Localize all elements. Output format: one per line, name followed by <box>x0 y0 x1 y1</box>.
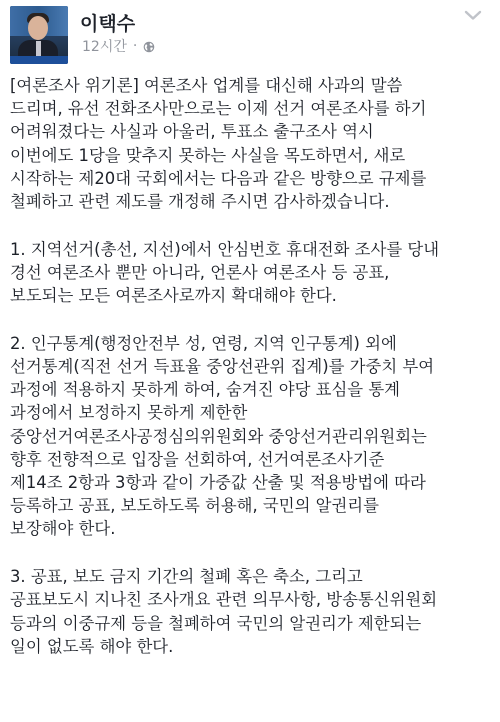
post-text-line: 일이 없도록 해야 한다. <box>10 636 174 656</box>
post-text-line: 과정에서 보정하지 못하게 제한한 <box>10 403 248 423</box>
avatar-face <box>28 16 48 40</box>
post-text-line: 과정에 적용하지 못하게 하여, 숨겨진 야당 표심을 통계 <box>10 380 401 400</box>
author-name[interactable]: 이택수 <box>80 13 136 35</box>
globe-icon[interactable] <box>143 41 155 53</box>
post-text-line: [여론조사 위기론] 여론조사 업계를 대신해 사과의 말씀 <box>10 76 403 95</box>
avatar-caption-bar <box>10 56 68 64</box>
post-text-line: 향후 전향적으로 입장을 선회하여, 선거여론조사기준 <box>10 449 385 469</box>
paragraph-gap <box>10 213 494 238</box>
paragraph-gap <box>10 541 494 566</box>
post-text-line: 보장해야 한다. <box>10 519 116 539</box>
post-text-line: 등록하고 공표, 보도하도록 허용해, 국민의 알권리를 <box>10 496 379 516</box>
chevron-down-icon[interactable] <box>462 8 484 22</box>
paragraph-item-2 <box>10 332 494 541</box>
paragraph-gap <box>10 307 494 332</box>
paragraph-item-1 <box>10 238 494 308</box>
post-text-line: 3. 공표, 보도 금지 기간의 철폐 혹은 축소, 그리고 <box>10 567 363 587</box>
post-text-line: 시작하는 제20대 국회에서는 다음과 같은 방향으로 규제를 <box>10 168 427 188</box>
post-timestamp[interactable]: 12시간 <box>82 39 127 55</box>
post-text-line: 등과의 이중규제 등을 철폐하여 국민의 알권리가 제한되는 <box>10 613 422 633</box>
post-text-line: 2. 인구통계(행정안전부 성, 연령, 지역 인구통계) 외에 <box>10 333 397 353</box>
post-text-line: 제14조 2항과 3항과 같이 가중값 산출 및 적용방법에 따라 <box>10 473 426 493</box>
post-text-line: 중앙선거여론조사공정심의위원회와 중앙선거관리위원회는 <box>10 426 427 446</box>
post-body <box>10 74 494 658</box>
paragraph-intro <box>10 74 494 213</box>
paragraph-item-3 <box>10 565 494 658</box>
post-header <box>0 0 500 62</box>
post-text-line: 어려워졌다는 사실과 아울러, 투표소 출구조사 역시 <box>10 122 374 142</box>
avatar[interactable] <box>10 6 68 64</box>
post-text-line: 선거통계(직전 선거 득표율 중앙선관위 집계)를 가중치 부여 <box>10 357 435 377</box>
post-text-line: 이번에도 1당을 맞추지 못하는 사실을 목도하면서, 새로 <box>10 145 406 165</box>
post-meta <box>82 36 155 56</box>
post-text-line: 보도되는 모든 여론조사로까지 확대해야 한다. <box>10 286 337 306</box>
post-text-line: 철폐하고 관련 제도를 개정해 주시면 감사하겠습니다. <box>10 192 390 212</box>
meta-separator: · <box>132 38 138 54</box>
post-text-line: 1. 지역선거(총선, 지선)에서 안심번호 휴대전화 조사를 당내 <box>10 239 440 259</box>
post-text-line: 공표보도시 지나친 조사개요 관련 의무사항, 방송통신위원회 <box>10 590 438 610</box>
post-text-line: 드리며, 유선 전화조사만으로는 이제 선거 여론조사를 하기 <box>10 99 427 119</box>
post-text-line: 경선 여론조사 뿐만 아니라, 언론사 여론조사 등 공표, <box>10 262 390 282</box>
